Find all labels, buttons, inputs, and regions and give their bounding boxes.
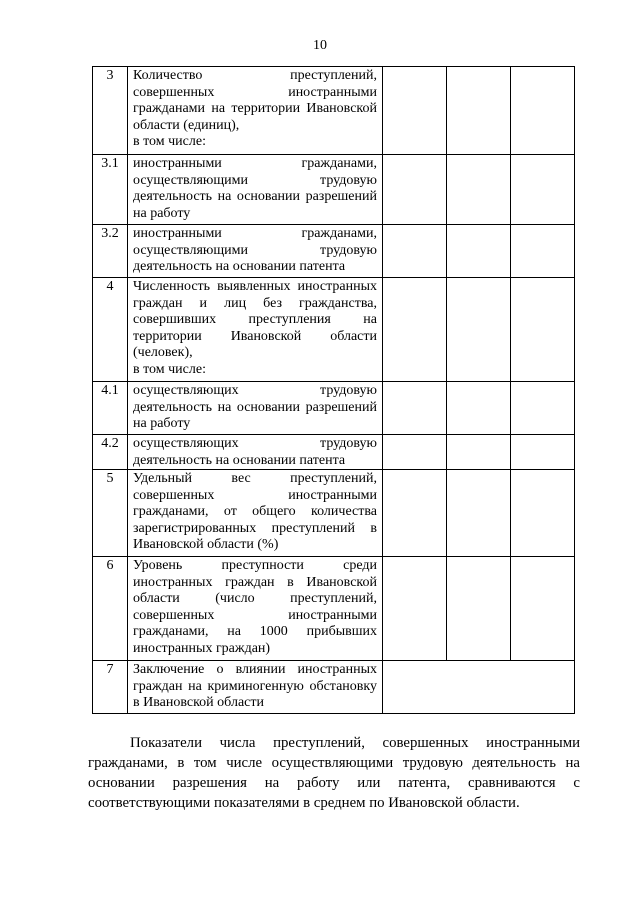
value-cell — [447, 155, 511, 225]
value-cell — [447, 225, 511, 278]
conclusion-cell — [383, 661, 575, 714]
value-cell — [383, 435, 447, 470]
row-label: иностранными гражданами, осуществляющими трудовую деятельность на основании патента — [128, 225, 383, 278]
row-label — [128, 67, 383, 155]
value-cell — [383, 557, 447, 661]
indicators-table — [92, 66, 575, 714]
table-row — [93, 557, 575, 661]
row-number: 3.2 — [93, 225, 128, 278]
body-paragraph: Показатели числа преступлений, совершенных иностранными гражданами, в том числе осуществляющими трудовую деятельность на основании разрешения на работу или патента, сравниваются с соответствующими показателями в среднем по Ивановской области. — [88, 735, 580, 811]
row-number: 4.2 — [93, 435, 128, 470]
row-label: осуществляющих трудовую деятельность на основании разрешений на работу — [128, 382, 383, 435]
value-cell — [383, 470, 447, 557]
row-number: 5 — [93, 470, 128, 557]
value-cell — [383, 155, 447, 225]
table-row — [93, 382, 575, 435]
value-cell — [447, 470, 511, 557]
value-cell — [383, 278, 447, 382]
value-cell — [383, 382, 447, 435]
row-label-subtitle: в том числе: — [133, 361, 206, 377]
row-label: Удельный вес преступлений, совершенных иностранными гражданами, от общего количества зарегистрированных преступлений в Ивановской области (%) — [128, 470, 383, 557]
row-label-subtitle: в том числе: — [133, 134, 206, 149]
value-cell — [447, 382, 511, 435]
row-label: Заключение о влиянии иностранных граждан на криминогенную обстановку в Ивановской области — [128, 661, 383, 714]
value-cell — [511, 557, 575, 661]
value-cell — [447, 557, 511, 661]
table-row — [93, 155, 575, 225]
table-row — [93, 278, 575, 382]
table-row — [93, 470, 575, 557]
row-label: Уровень преступности среди иностранных граждан в Ивановской области (число преступлений, совершенных иностранными гражданами, на 1000 прибывших иностранных граждан) — [128, 557, 383, 661]
value-cell — [447, 67, 511, 155]
value-cell — [511, 470, 575, 557]
value-cell — [511, 435, 575, 470]
value-cell — [511, 278, 575, 382]
value-cell — [447, 278, 511, 382]
table-row — [93, 661, 575, 714]
value-cell — [511, 67, 575, 155]
row-number: 7 — [93, 661, 128, 714]
row-number: 4.1 — [93, 382, 128, 435]
row-number: 6 — [93, 557, 128, 661]
value-cell — [383, 67, 447, 155]
page-number: 10 — [313, 38, 327, 53]
row-number: 4 — [93, 278, 128, 382]
table-row — [93, 67, 575, 155]
row-label: иностранными гражданами, осуществляющими трудовую деятельность на основании разрешений на работу — [128, 155, 383, 225]
table-row — [93, 435, 575, 470]
value-cell — [447, 435, 511, 470]
table-row — [93, 225, 575, 278]
row-number: 3.1 — [93, 155, 128, 225]
value-cell — [511, 225, 575, 278]
row-label-text: Количество преступлений, совершенных иностранными гражданами на территории Ивановской области (единиц), — [133, 68, 377, 133]
value-cell — [383, 225, 447, 278]
row-label: осуществляющих трудовую деятельность на основании патента — [128, 435, 383, 470]
row-number: 3 — [93, 67, 128, 155]
row-label-text: Численность выявленных иностранных граждан и лиц без гражданства, совершивших преступления на территории Ивановской области (человек), — [133, 279, 377, 360]
value-cell — [511, 382, 575, 435]
value-cell — [511, 155, 575, 225]
row-label — [128, 278, 383, 382]
